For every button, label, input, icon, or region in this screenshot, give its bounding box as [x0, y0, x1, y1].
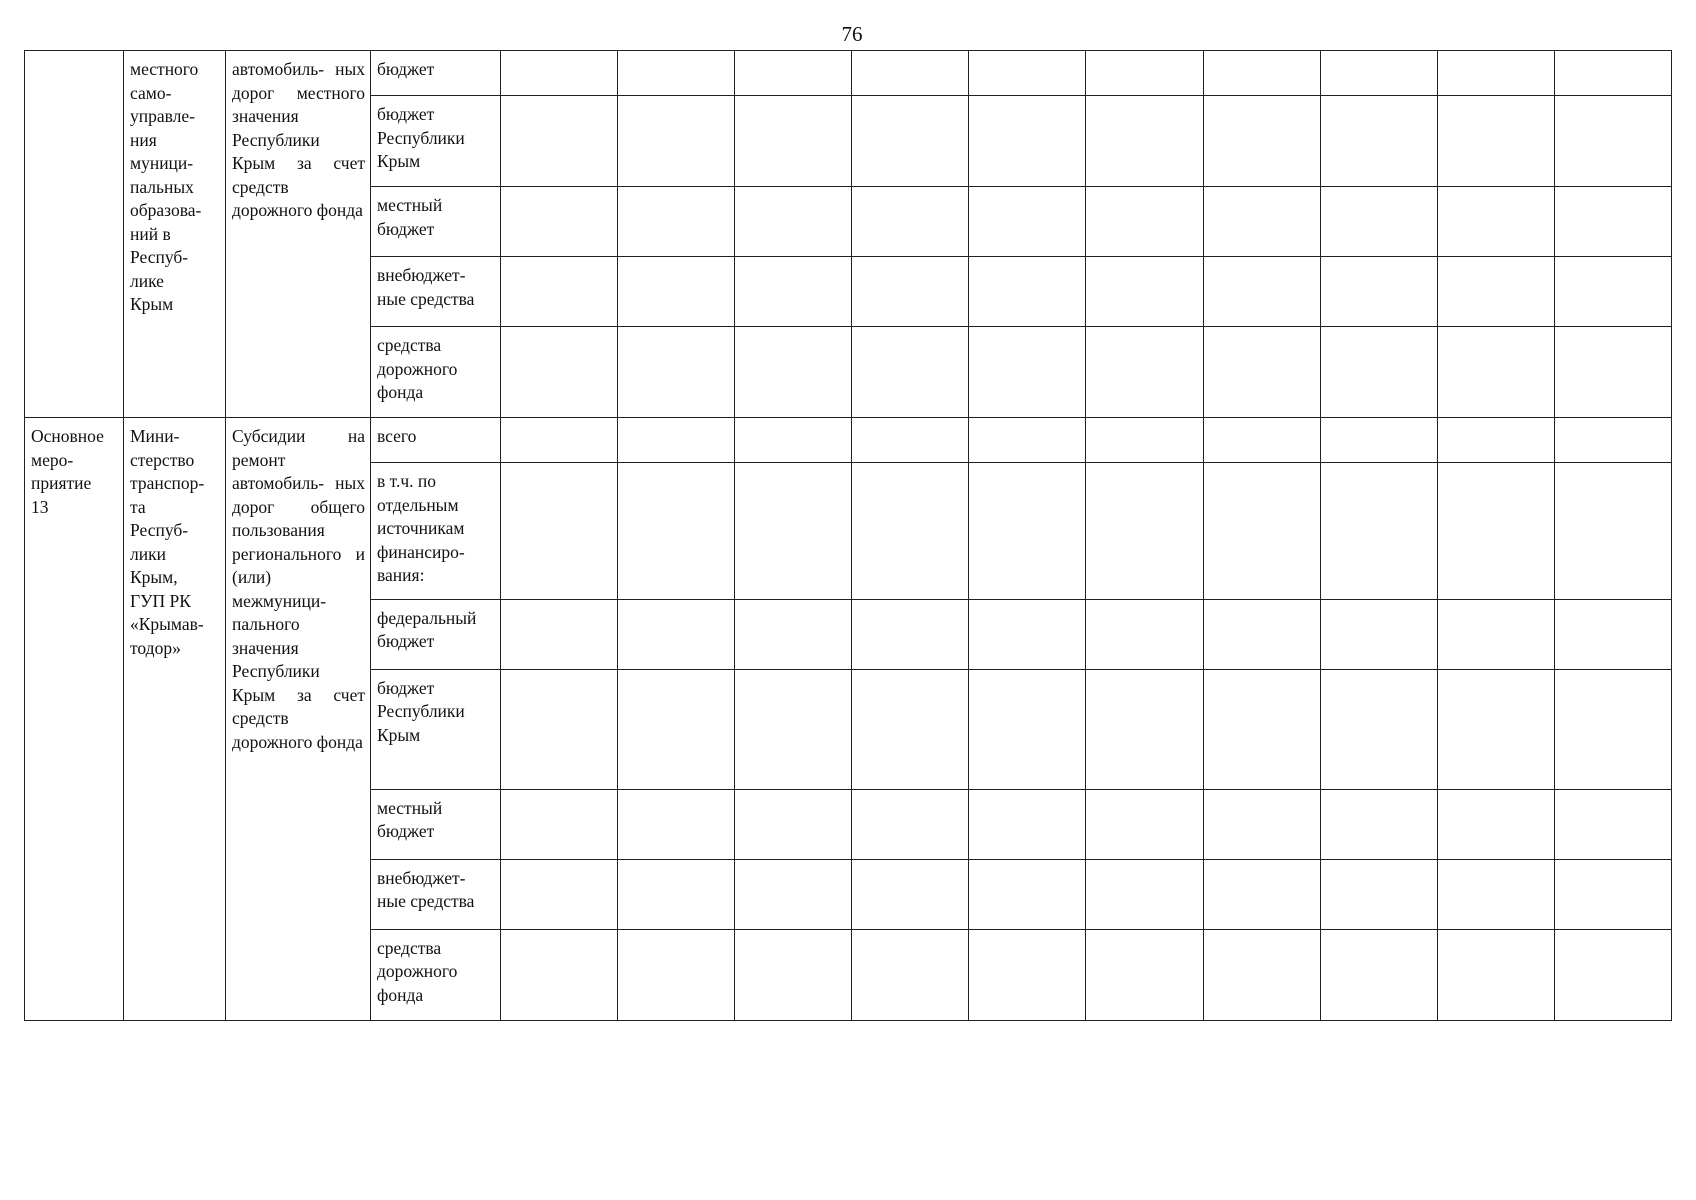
value-cell: [1554, 96, 1671, 187]
value-cell: [1203, 929, 1320, 1020]
value-cell: [618, 96, 735, 187]
funding-source-cell: внебюджет- ные средства: [371, 859, 501, 929]
value-cell: [735, 327, 852, 418]
table-row: [25, 418, 1672, 463]
value-cell: [618, 418, 735, 463]
funding-source-cell: местный бюджет: [371, 187, 501, 257]
value-cell: [735, 187, 852, 257]
funding-source-cell: средства дорожного фонда: [371, 327, 501, 418]
value-cell: [852, 463, 969, 599]
value-cell: [852, 327, 969, 418]
value-cell: [852, 599, 969, 669]
value-cell: [735, 599, 852, 669]
event-cell: Основное меро- приятие 13: [25, 418, 124, 1021]
value-cell: [852, 187, 969, 257]
value-cell: [1203, 418, 1320, 463]
value-cell: [1086, 187, 1203, 257]
value-cell: [852, 96, 969, 187]
value-cell: [1437, 669, 1554, 789]
value-cell: [1554, 463, 1671, 599]
value-cell: [735, 859, 852, 929]
value-cell: [501, 257, 618, 327]
funding-source-cell: всего: [371, 418, 501, 463]
value-cell: [1203, 327, 1320, 418]
value-cell: [1320, 599, 1437, 669]
value-cell: [1554, 327, 1671, 418]
value-cell: [969, 51, 1086, 96]
value-cell: [735, 96, 852, 187]
value-cell: [969, 187, 1086, 257]
value-cell: [618, 257, 735, 327]
value-cell: [1203, 187, 1320, 257]
value-cell: [1203, 669, 1320, 789]
value-cell: [1086, 929, 1203, 1020]
value-cell: [501, 96, 618, 187]
value-cell: [1554, 669, 1671, 789]
value-cell: [1554, 187, 1671, 257]
value-cell: [1086, 51, 1203, 96]
funding-source-cell: внебюджет- ные средства: [371, 257, 501, 327]
description-cell: Субсидии на ремонт автомобиль- ных дорог общего пользования регионального и (или) межмуници- пального значения Республики Крым за счет средств дорожного фонда: [226, 418, 371, 1021]
value-cell: [852, 859, 969, 929]
value-cell: [735, 929, 852, 1020]
value-cell: [1086, 669, 1203, 789]
value-cell: [852, 929, 969, 1020]
value-cell: [501, 327, 618, 418]
value-cell: [618, 51, 735, 96]
value-cell: [852, 51, 969, 96]
value-cell: [969, 257, 1086, 327]
value-cell: [969, 669, 1086, 789]
value-cell: [1086, 327, 1203, 418]
funding-source-cell: бюджет Республики Крым: [371, 96, 501, 187]
value-cell: [735, 789, 852, 859]
value-cell: [969, 599, 1086, 669]
value-cell: [501, 463, 618, 599]
value-cell: [1437, 599, 1554, 669]
value-cell: [1203, 599, 1320, 669]
value-cell: [618, 859, 735, 929]
value-cell: [1320, 51, 1437, 96]
value-cell: [1437, 187, 1554, 257]
value-cell: [852, 257, 969, 327]
value-cell: [1554, 257, 1671, 327]
page-number: 76: [841, 22, 863, 46]
value-cell: [969, 463, 1086, 599]
value-cell: [501, 789, 618, 859]
value-cell: [501, 418, 618, 463]
value-cell: [1320, 463, 1437, 599]
value-cell: [735, 669, 852, 789]
funding-source-cell: федеральный бюджет: [371, 599, 501, 669]
value-cell: [1437, 859, 1554, 929]
value-cell: [1320, 789, 1437, 859]
value-cell: [1203, 96, 1320, 187]
funding-source-cell: местный бюджет: [371, 789, 501, 859]
value-cell: [1437, 463, 1554, 599]
value-cell: [1086, 463, 1203, 599]
value-cell: [852, 418, 969, 463]
value-cell: [1320, 929, 1437, 1020]
value-cell: [1320, 669, 1437, 789]
value-cell: [1320, 257, 1437, 327]
funding-table: [24, 50, 1672, 1021]
value-cell: [1554, 599, 1671, 669]
executor-cell: местного само- управле- ния муници- пальных образова- ний в Респуб- лике Крым: [124, 51, 226, 418]
value-cell: [1320, 418, 1437, 463]
value-cell: [501, 599, 618, 669]
value-cell: [1086, 599, 1203, 669]
value-cell: [618, 599, 735, 669]
value-cell: [735, 257, 852, 327]
funding-source-cell: бюджет: [371, 51, 501, 96]
value-cell: [1203, 859, 1320, 929]
value-cell: [1554, 418, 1671, 463]
value-cell: [969, 96, 1086, 187]
value-cell: [501, 51, 618, 96]
value-cell: [618, 789, 735, 859]
value-cell: [1437, 51, 1554, 96]
value-cell: [969, 327, 1086, 418]
value-cell: [618, 669, 735, 789]
value-cell: [735, 463, 852, 599]
value-cell: [618, 187, 735, 257]
value-cell: [1203, 257, 1320, 327]
value-cell: [969, 789, 1086, 859]
value-cell: [969, 859, 1086, 929]
value-cell: [1554, 789, 1671, 859]
value-cell: [1320, 96, 1437, 187]
table-row: [25, 51, 1672, 96]
funding-source-cell: в т.ч. по отдельным источникам финансиро- вания:: [371, 463, 501, 599]
value-cell: [501, 859, 618, 929]
value-cell: [1086, 859, 1203, 929]
value-cell: [501, 187, 618, 257]
value-cell: [1437, 327, 1554, 418]
value-cell: [735, 51, 852, 96]
value-cell: [969, 418, 1086, 463]
value-cell: [1320, 859, 1437, 929]
value-cell: [1086, 789, 1203, 859]
value-cell: [1437, 929, 1554, 1020]
value-cell: [1086, 418, 1203, 463]
description-cell: автомобиль- ных дорог местного значения Республики Крым за счет средств дорожного фонда: [226, 51, 371, 418]
value-cell: [1203, 463, 1320, 599]
funding-source-cell: средства дорожного фонда: [371, 929, 501, 1020]
value-cell: [501, 669, 618, 789]
value-cell: [618, 327, 735, 418]
value-cell: [1320, 187, 1437, 257]
event-cell: [25, 51, 124, 418]
value-cell: [618, 463, 735, 599]
funding-source-cell: бюджет Республики Крым: [371, 669, 501, 789]
value-cell: [1086, 96, 1203, 187]
value-cell: [1320, 327, 1437, 418]
value-cell: [1554, 51, 1671, 96]
value-cell: [735, 418, 852, 463]
value-cell: [1086, 257, 1203, 327]
value-cell: [1437, 418, 1554, 463]
value-cell: [852, 669, 969, 789]
value-cell: [1203, 789, 1320, 859]
executor-cell: Мини- стерство транспор- та Респуб- лики Крым, ГУП РК «Крымав- тодор»: [124, 418, 226, 1021]
value-cell: [852, 789, 969, 859]
value-cell: [501, 929, 618, 1020]
value-cell: [1554, 859, 1671, 929]
value-cell: [618, 929, 735, 1020]
value-cell: [1437, 257, 1554, 327]
value-cell: [1437, 789, 1554, 859]
value-cell: [1554, 929, 1671, 1020]
value-cell: [969, 929, 1086, 1020]
value-cell: [1437, 96, 1554, 187]
value-cell: [1203, 51, 1320, 96]
